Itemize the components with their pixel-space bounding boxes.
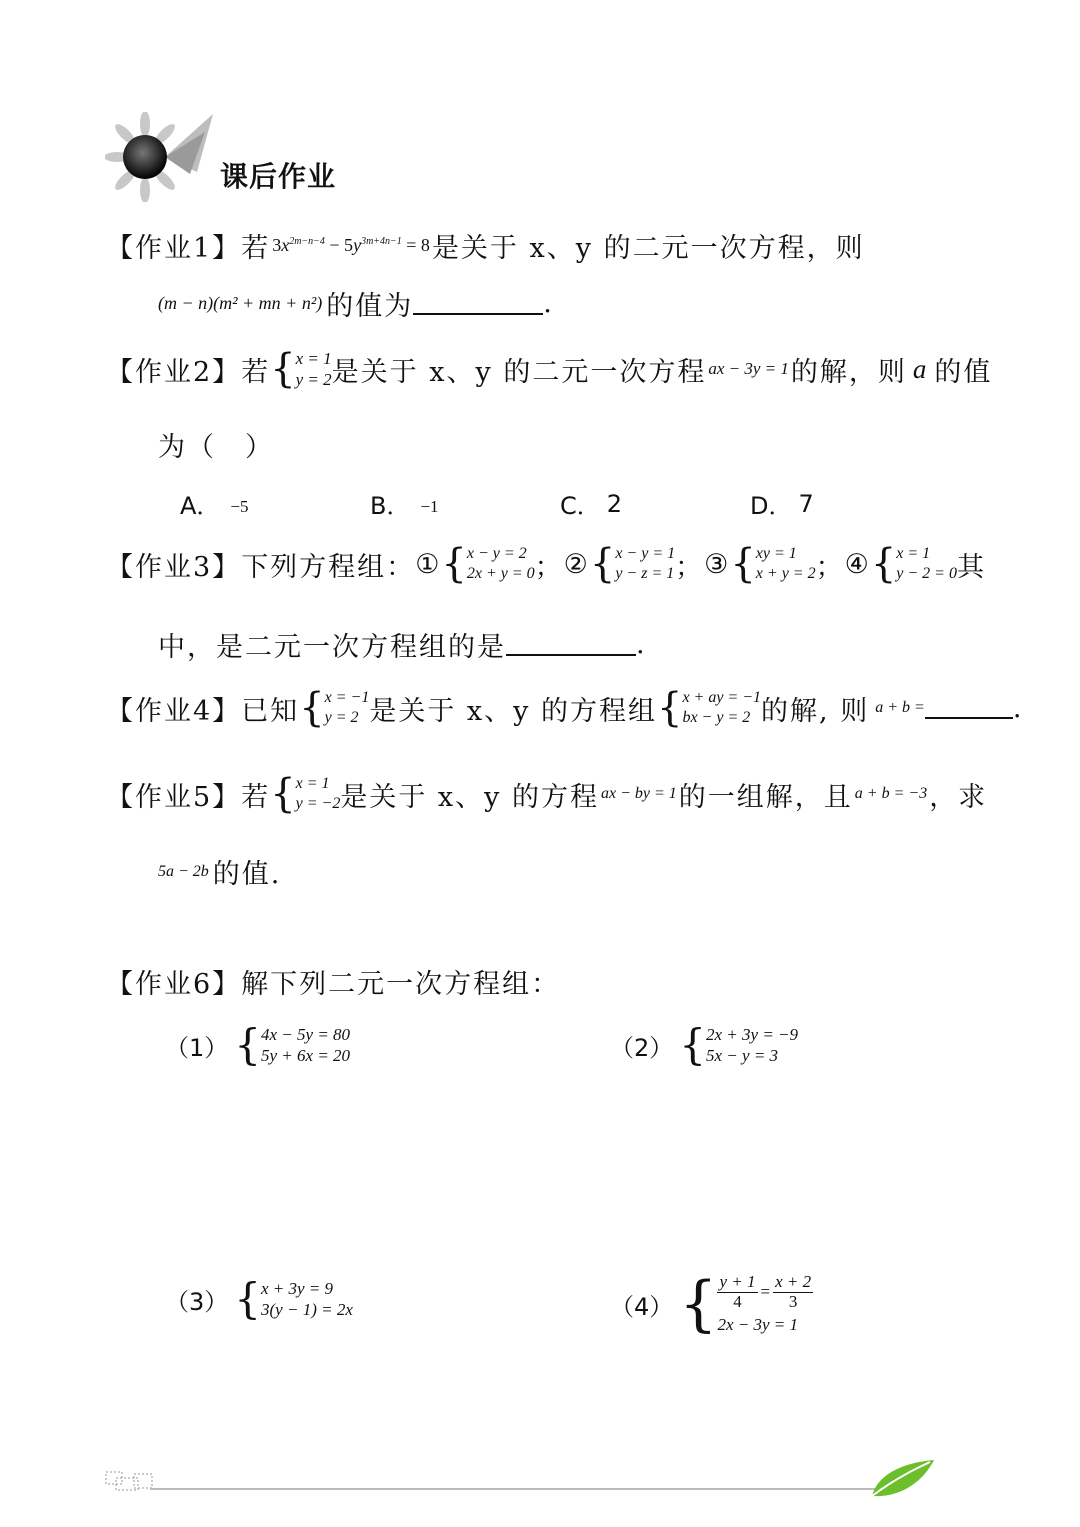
hw2-line1: 【作业2】 若 { x = 1 y = 2 是关于 x、y 的二元一次方程 ax − 3y = 1 的解，则 a 的值 [106,346,993,392]
hw1-equation: $3x^{2m-n-4} - 5y^{3m+4n-1} = 8$ [272,235,430,255]
hw2-option-b[interactable]: B． −1 [370,492,439,520]
hw2-option-d[interactable]: D． 7 [750,489,814,520]
hw5-solution-system: { x = 1 y = −2 [270,771,341,817]
hw3-line2: 中，是二元一次方程组的是 . [158,629,647,663]
hw2-option-a[interactable]: A． −5 [180,492,249,520]
hw4-label: 【作业4】 [106,695,242,727]
hw3-line1: 【作业3】 下列方程组： ① { x − y = 2 2x + y = 0 ； ② { x − y = 1 y − z = 1 ； ③ { xy = 1 x + y = 2 ； ④ { x = 1 y − 2 = 0 其 [106,541,986,587]
footer-line [150,1488,890,1490]
hw3-system-4: { x = 1 y − 2 = 0 [870,541,957,587]
hw6-problem-3: （3） { x + 3y = 9 3(y − 1) = 2x [165,1274,353,1323]
hw4-answer-blank[interactable] [925,697,1013,719]
hw4-solution-system: { x = −1 y = 2 [299,685,370,731]
hw2-line2: 为（ ） [158,432,274,463]
hw1-line1: 【作业1】 若 $3x^{2m-n-4} - 5y^{3m+4n-1} = 8$ 是关于 x、y 的二元一次方程，则 [106,226,865,265]
hw4-equation-system: { x + ay = −1 bx − y = 2 [657,685,762,731]
hw6-problem-4: （4） { $\frac{y + 1}{4}$ = $\frac{x + 2}{3}$ 2x − 3y = 1 [610,1269,812,1339]
sunflower-logo [105,112,215,202]
hw5-line2: 5a − 2b 的值. [158,859,282,890]
hw1-line2: (m − n)(m² + mn + n²) 的值为 . [158,288,554,322]
hw5-line1: 【作业5】 若 { x = 1 y = −2 是关于 x、y 的方程 ax − by = 1 的一组解，且 a + b = −3 ，求 [106,771,988,817]
hw1-answer-blank[interactable] [413,293,543,315]
hw3-system-3: { xy = 1 x + y = 2 [730,541,816,587]
hw4-line: 【作业4】 已知 { x = −1 y = 2 是关于 x、y 的方程组 { x + ay = −1 bx − y = 2 的解, 则 a + b = . [106,685,1024,731]
hw2-solution-system: { x = 1 y = 2 [270,346,332,392]
hw1-label: 【作业1】 [106,233,242,264]
hw3-label: 【作业3】 [106,551,242,583]
section-title: 课后作业 [220,160,337,193]
footer-dotted-icon [104,1470,156,1492]
hw3-system-2: { x − y = 1 y − z = 1 [589,541,676,587]
hw3-system-1: { x − y = 2 2x + y = 0 [441,541,535,587]
hw2-label: 【作业2】 [106,356,242,388]
hw6-problem-1: （1） { 4x − 5y = 80 5y + 6x = 20 [165,1020,351,1069]
hw2-option-c[interactable]: C． 2 [560,489,623,520]
hw5-label: 【作业5】 [106,781,242,813]
hw3-answer-blank[interactable] [506,634,636,656]
hw1-expression: (m − n)(m² + mn + n²) [158,293,323,313]
hw6-label: 【作业6】 [106,969,242,1000]
hw6-line: 【作业6】 解下列二元一次方程组： [106,962,560,1001]
hw6-problem-2: （2） { 2x + 3y = −9 5x − y = 3 [610,1020,799,1069]
leaf-icon [868,1458,936,1500]
